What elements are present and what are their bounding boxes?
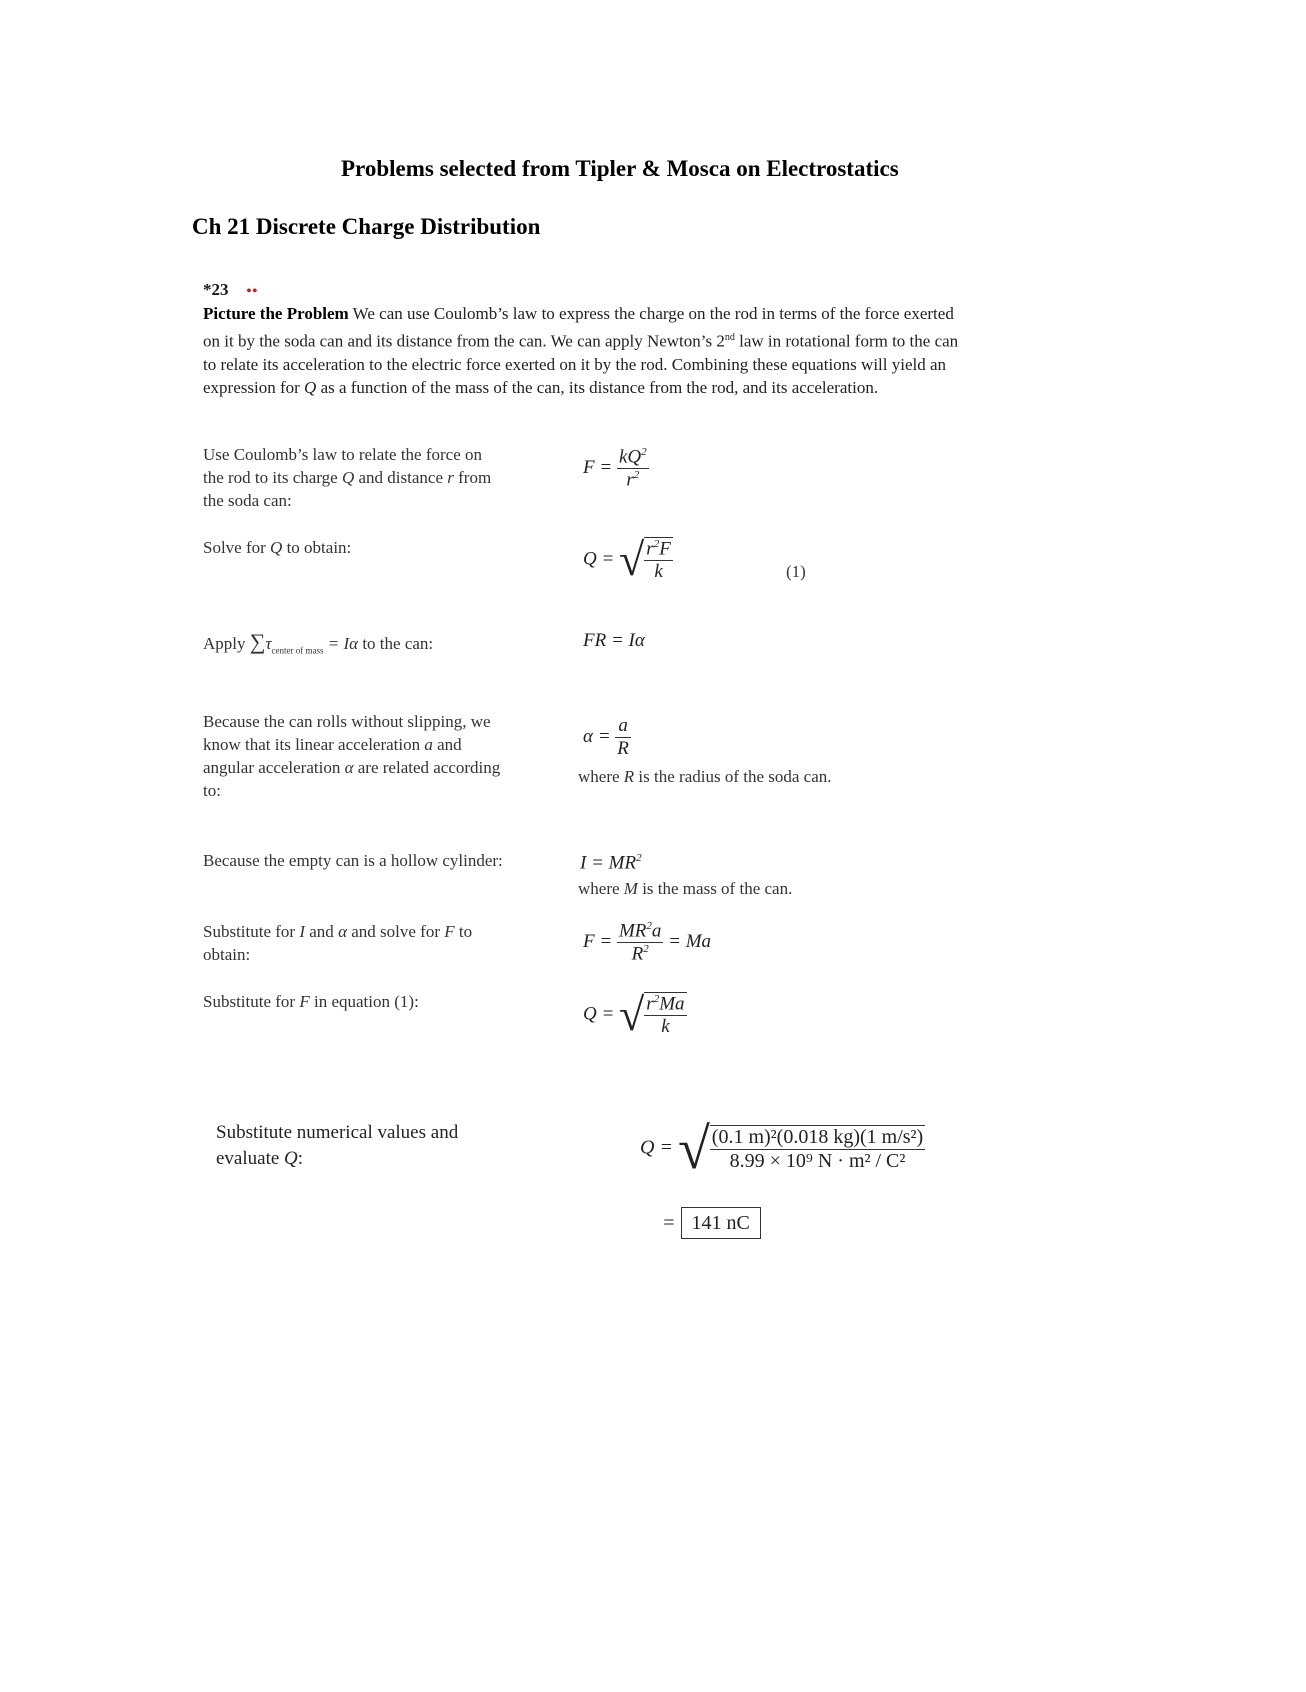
- picture-text: as a function of the mass of the can, its distance from the rod, and its acceleration.: [316, 378, 879, 398]
- step-solve-q-text: Solve for Q to obtain:: [203, 538, 352, 557]
- equation-torque: FR = Iα: [583, 630, 645, 651]
- problem-number: *23: [203, 280, 229, 299]
- equation-alpha: α = $\frac{a}{R}$: [583, 715, 629, 759]
- equation-label-1: (1): [786, 562, 806, 581]
- picture-text: We can use Coulomb’s law to express the charge on the rod in terms of the force exerted on it by the soda can and its distance from the can. We can apply Newton’s 2: [203, 304, 954, 351]
- equation-q-numerical: Q = √ $\frac{\text{(0.1 m)²(0.018 kg)(1 m/s²)}}{\text{8.99 × 10⁹ N · m² / C²}}$: [640, 1116, 924, 1181]
- picture-text: law in rotational form to the can to relate its acceleration to the electric force exerted on it by the rod. Combining these equations will yield an expression for: [203, 331, 959, 398]
- problem-header: [203, 280, 258, 300]
- ordinal-suffix: nd: [724, 331, 735, 343]
- numerator-values: (0.1 m)²(0.018 kg)(1 m/s²): [711, 1126, 924, 1148]
- picture-the-problem: [203, 302, 963, 400]
- step-numerical-text: Substitute numerical values and evaluate Q:: [216, 1122, 459, 1169]
- step-coulomb-text: Use Coulomb’s law to relate the force on the rod to its charge Q and distance r from the soda can:: [203, 445, 492, 510]
- note-radius: where R is the radius of the soda can.: [578, 767, 832, 786]
- variable-q: Q: [304, 378, 317, 398]
- step-substitute-text: Substitute for I and α and solve for F to obtain:: [203, 922, 473, 964]
- picture-label: Picture the Problem: [203, 304, 349, 323]
- equation-inertia: $I = MR^2$: [580, 852, 642, 874]
- note-mass: where M is the mass of the can.: [578, 879, 793, 898]
- equation-force: F = $\frac{MR^2a}{R^2}$ = Ma: [583, 920, 712, 965]
- result-box: 141 nC: [681, 1207, 761, 1239]
- page-title: Problems selected from Tipler & Mosca on Electrostatics: [341, 156, 899, 181]
- equation-coulomb: F = $\frac{kQ^2}{r^2}$: [583, 446, 647, 491]
- denominator-values: 8.99 × 10⁹ N · m² / C²: [729, 1150, 906, 1172]
- final-result: = 141 nC: [662, 1212, 761, 1235]
- chapter-heading: Ch 21 Discrete Charge Distribution: [192, 214, 541, 239]
- step-cylinder-text: Because the empty can is a hollow cylinder:: [203, 851, 503, 870]
- equation-q-final-symbolic: Q = √ $\frac{r^2Ma}{k}$: [583, 989, 685, 1041]
- difficulty-marker: ••: [246, 284, 259, 299]
- step-substitute-f-text: Substitute for F in equation (1):: [203, 992, 419, 1011]
- step-torque-text: Apply $\sum\tau_{center of mass} = I\alpha$ to the can:: [203, 629, 434, 656]
- equation-q-of-f: Q = √ $\frac{r^2F}{k}$: [583, 534, 671, 586]
- step-rolling-text: Because the can rolls without slipping, we know that its linear acceleration a and angular acceleration α are related according to:: [203, 712, 501, 800]
